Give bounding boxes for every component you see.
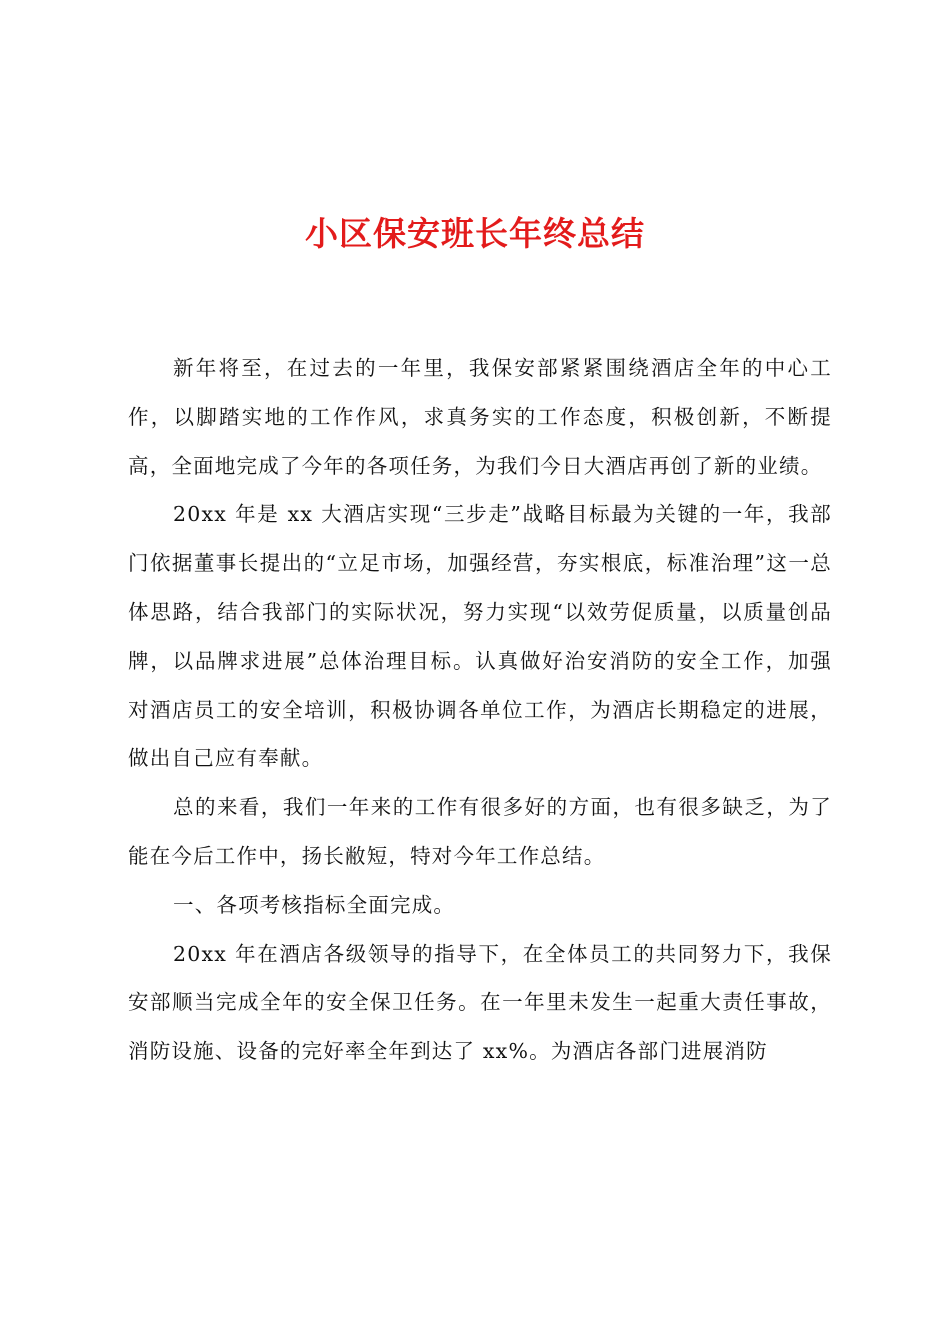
paragraph: 总的来看，我们一年来的工作有很多好的方面，也有很多缺乏，为了能在今后工作中，扬长敝短，特对今年工作总结。 — [128, 795, 832, 868]
document-body — [128, 344, 832, 1076]
section-heading: 一、各项考核指标全面完成。 — [173, 892, 456, 917]
paragraph: 20xx 年是 xx 大酒店实现“三步走”战略目标最为关键的一年，我部门依据董事长提出的“立足市场，加强经营，夯实根底，标准治理”这一总体思路，结合我部门的实际状况，努力实现“以效劳促质量，以质量创品牌，以品牌求进展”总体治理目标。认真做好治安消防的安全工作，加强对酒店员工的安全培训，积极协调各单位工作，为酒店长期稳定的进展，做出自己应有奉献。 — [128, 502, 832, 771]
paragraph: 新年将至，在过去的一年里，我保安部紧紧围绕酒店全年的中心工作，以脚踏实地的工作作风，求真务实的工作态度，积极创新，不断提高，全面地完成了今年的各项任务，为我们今日大酒店再创了新的业绩。 — [128, 356, 832, 478]
paragraph: 20xx 年在酒店各级领导的指导下，在全体员工的共同努力下，我保安部顺当完成全年的安全保卫任务。在一年里未发生一起重大责任事故，消防设施、设备的完好率全年到达了 xx%。为酒店各部门进展消防 — [128, 941, 832, 1064]
document-title: 小区保安班长年终总结 — [305, 214, 645, 253]
